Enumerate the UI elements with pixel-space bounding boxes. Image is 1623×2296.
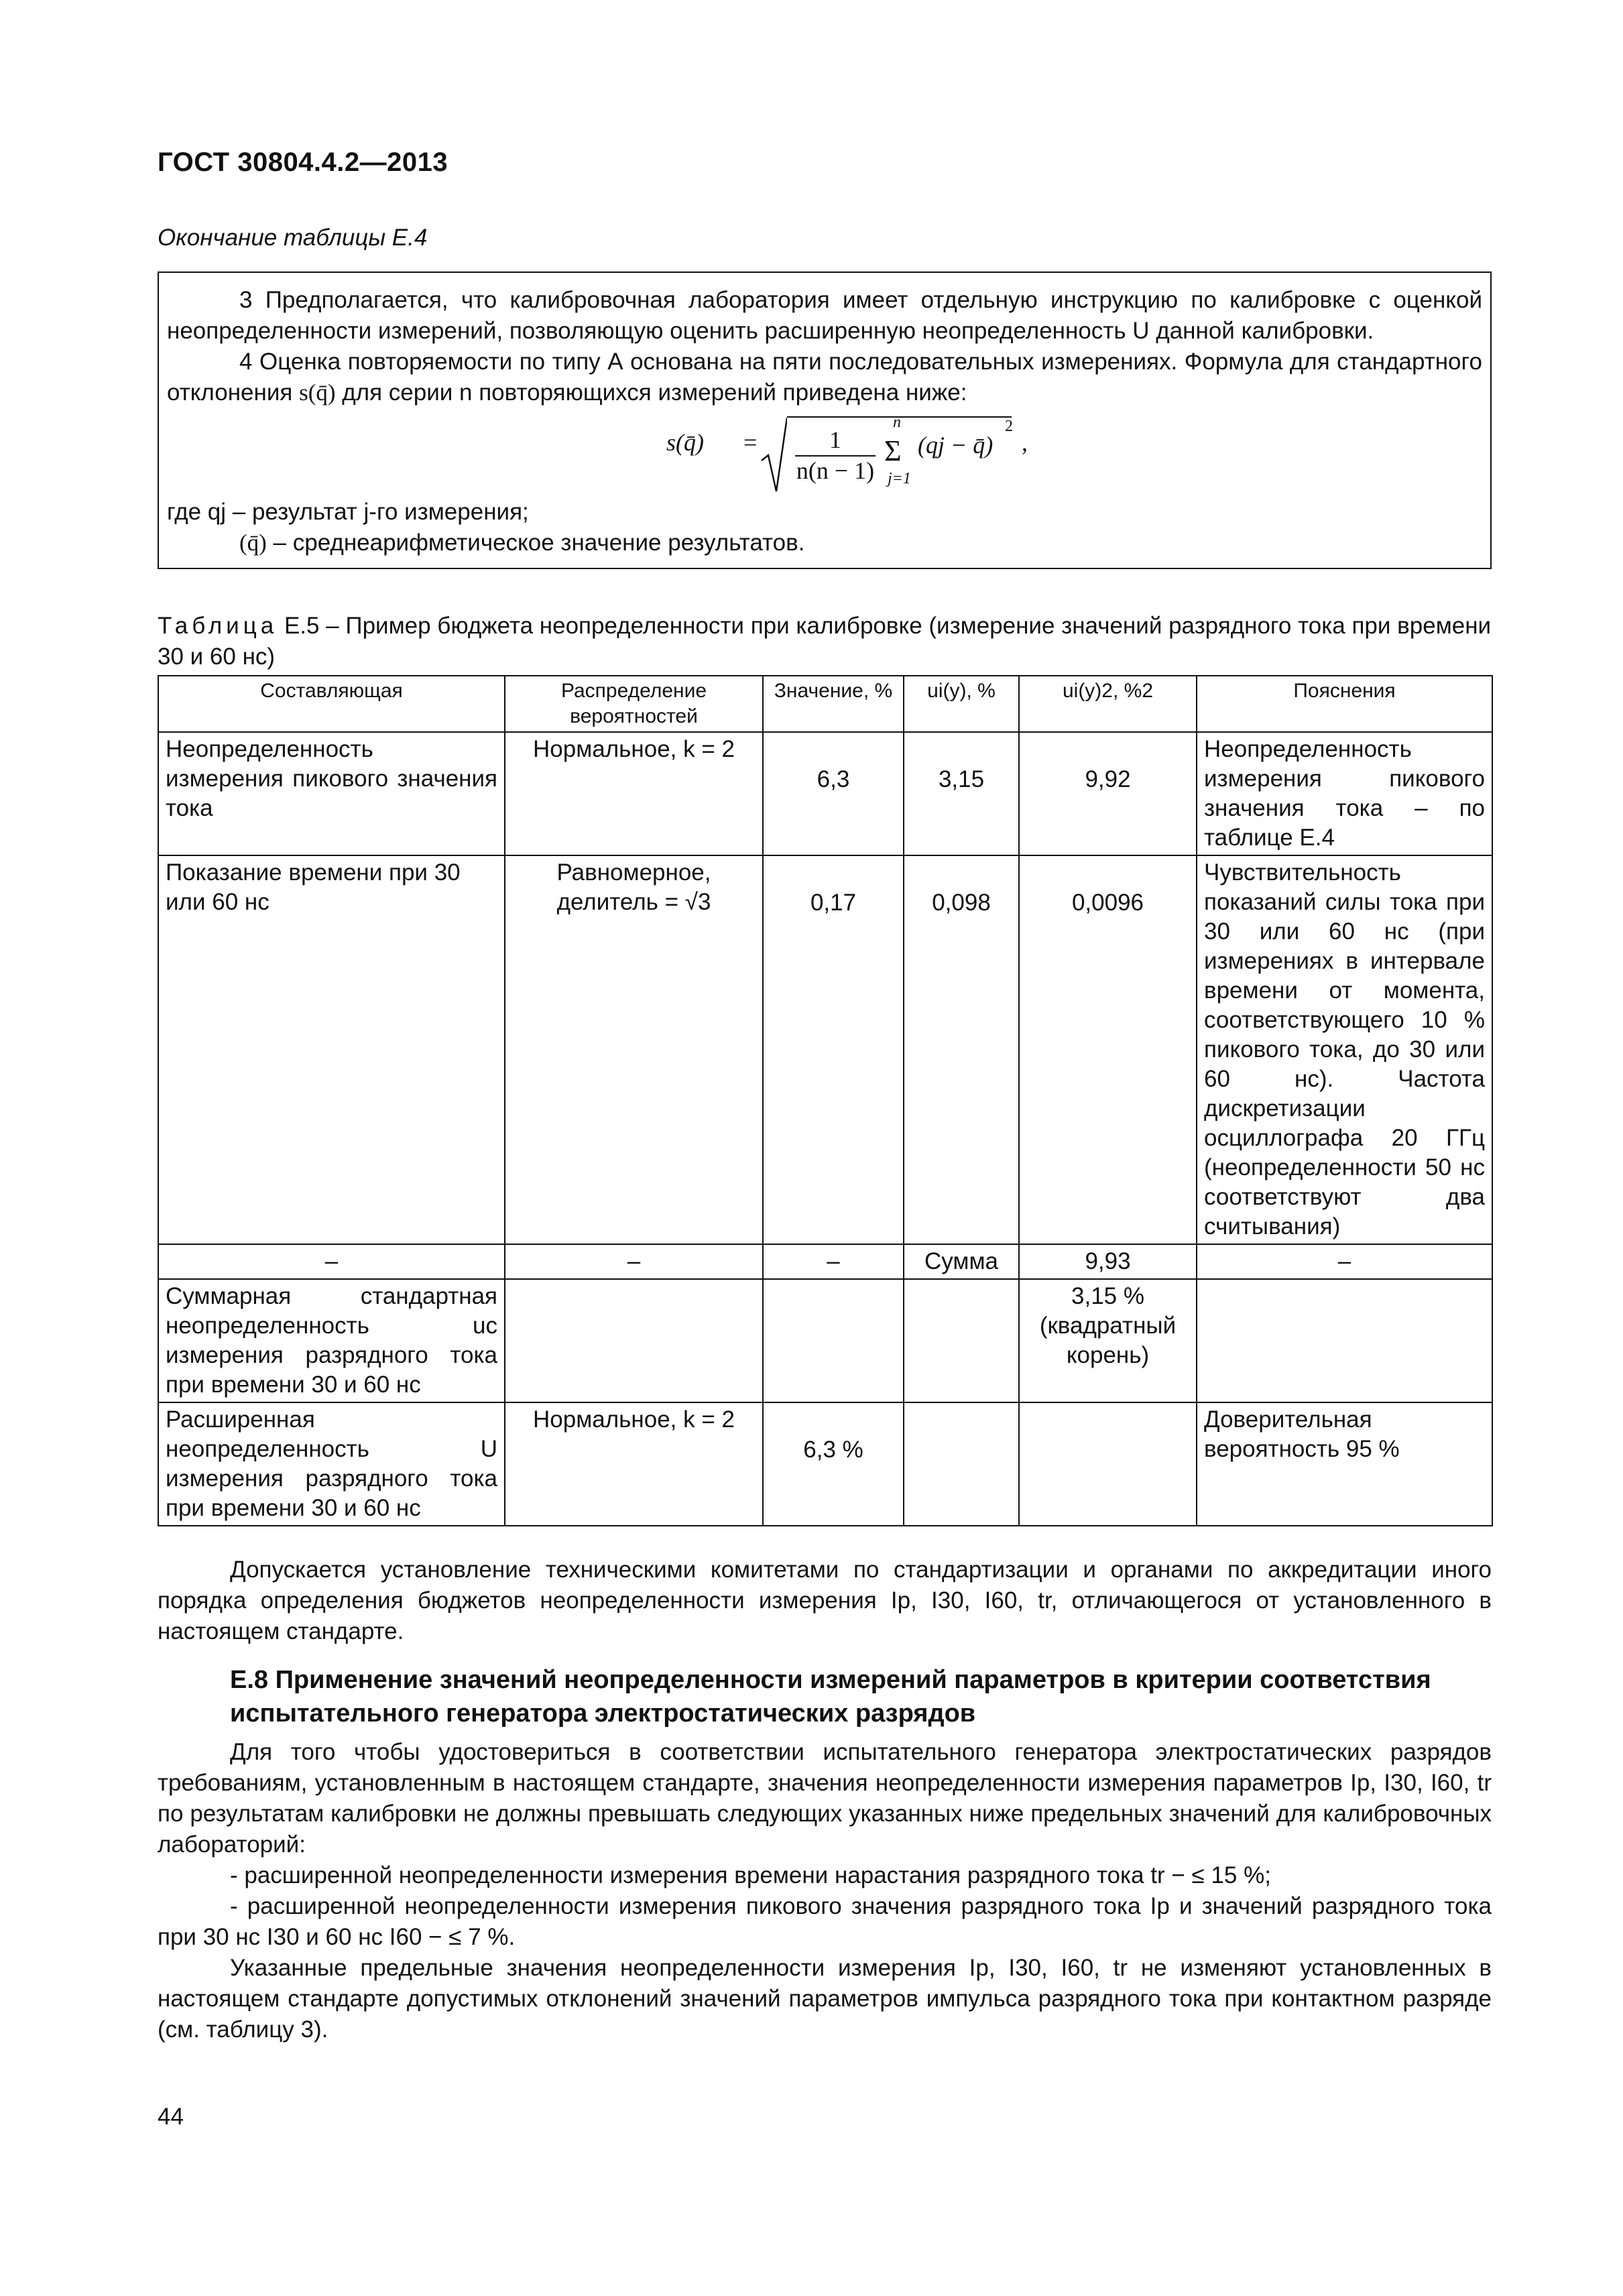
table-header-cell: Значение, % [763, 676, 904, 732]
table-header-cell: Пояснения [1197, 676, 1492, 732]
table-cell: – [763, 1244, 904, 1279]
table-header-cell: Составляющая [158, 676, 505, 732]
formula-lhs: s(q̄) [666, 429, 704, 456]
table-cell: – [1197, 1244, 1492, 1279]
formula-sum-lower: j=1 [888, 470, 911, 487]
table-cell: Сумма [904, 1244, 1019, 1279]
std-deviation-formula [167, 414, 1482, 494]
table-cell: 9,92 [1019, 732, 1197, 855]
table-cell: Равномерное, делитель = √3 [505, 855, 763, 1244]
table-row [158, 1244, 1492, 1279]
table-row [158, 855, 1492, 1244]
formula-fraction [795, 426, 876, 485]
document-page [158, 147, 1492, 2045]
formula-term: (qj − q̄) [918, 432, 994, 459]
section-bullet-1: - расширенной неопределенности измерения времени нарастания разрядного тока tr − ≤ 15 %; [230, 1862, 1271, 1888]
table-cell: Неопределенность измерения пикового значения тока [158, 732, 505, 855]
table-cell: 0,0096 [1019, 855, 1197, 1244]
page-number: 44 [158, 2104, 184, 2130]
table-cell [904, 1402, 1019, 1526]
table-cell: – [505, 1244, 763, 1279]
table-cell: Неопределенность измерения пикового значения тока – по таблице Е.4 [1197, 732, 1492, 855]
formula-equals: = [743, 429, 758, 456]
table-cell: Нормальное, k = 2 [505, 1402, 763, 1526]
formula-sum-upper: n [893, 414, 901, 431]
table-cell: 3,15 % (квадратный корень) [1019, 1279, 1197, 1402]
note-3: 3 Предполагается, что калибровочная лаборатория имеет отдельную инструкцию по калибровке с оценкой неопределенности измерений, позволяющую оценить расширенную неопределенность U данной калибровки. [167, 287, 1482, 344]
table-row [158, 1402, 1492, 1526]
table-caption-text: Е.5 – Пример бюджета неопределенности при калибровке (измерение значений разрядного тока при времени 30 и 60 нс) [158, 613, 1492, 670]
where-2-text: – среднеарифметическое значение результатов. [273, 530, 805, 556]
table-header-cell: ui(y), % [904, 676, 1019, 732]
formula-numerator: 1 [795, 426, 876, 457]
table-cell: Показание времени при 30 или 60 нс [158, 855, 505, 1244]
table-cell [904, 1279, 1019, 1402]
table-cell: 6,3 % [763, 1402, 904, 1526]
section-heading: Е.8 Применение значений неопределенности измерений параметров в критерии соответствия испытательного генератора электростатических разрядов [230, 1666, 1431, 1728]
notes-box [158, 271, 1492, 569]
table-cell: Нормальное, k = 2 [505, 732, 763, 855]
table-cell: 9,93 [1019, 1244, 1197, 1279]
table-row [158, 732, 1492, 855]
note-4-symbol: s(q̄) [299, 379, 336, 406]
table-cell: Суммарная стандартная неопределенность uc измерения разрядного тока при времени 30 и 60 нс [158, 1279, 505, 1402]
formula-comma: , [1022, 429, 1028, 456]
table-header-row [158, 676, 1492, 732]
note-4-text-b: для серии n повторяющихся измерений приведена ниже: [342, 379, 967, 406]
table-cell: Расширенная неопределенность U измерения разрядного тока при времени 30 и 60 нс [158, 1402, 505, 1526]
section-paragraph-1: Для того чтобы удостовериться в соответствии испытательного генератора электростатических разрядов требованиям, установленным в настоящем стандарте, значения неопределенности измерения параметров Ip, I30, I60, tr по результатам калибровки не должны превышать следующих указанных ниже предельных значений для калибровочных лабораторий: [158, 1739, 1492, 1858]
table-cell: Чувствительность показаний силы тока при 30 или 60 нс (при измерениях в интервале времени от момента, соответствующего 10 % пикового тока, до 30 или 60 нс). Частота дискретизации осциллографа 20 ГГц (неопределенности 50 нс соответствуют два считывания) [1197, 855, 1492, 1244]
section-paragraph-2: Указанные предельные значения неопределенности измерения Ip, I30, I60, tr не изменяют установленных в настоящем стандарте допустимых отклонений значений параметров импульса разрядного тока при контактном разряде (см. таблицу 3). [158, 1955, 1492, 2043]
table-header-cell: ui(y)2, %2 [1019, 676, 1197, 732]
square-root-icon [760, 414, 787, 494]
document-title: ГОСТ 30804.4.2—2013 [158, 147, 448, 177]
where-2-symbol: (q̄) [239, 530, 267, 556]
table-cell: – [158, 1244, 505, 1279]
note-4-text-a: 4 Оценка повторяемости по типу А основана на пяти последовательных измерениях. Формула для стандартного отклонения [167, 349, 1482, 406]
table-cell [1197, 1279, 1492, 1402]
table-cell: 0,17 [763, 855, 904, 1244]
table-cell [763, 1279, 904, 1402]
table-cell: 6,3 [763, 732, 904, 855]
formula-radicand [787, 416, 1012, 490]
uncertainty-budget-table [158, 675, 1493, 1526]
note-4 [167, 347, 1482, 408]
formula-power: 2 [1005, 418, 1013, 435]
after-table-paragraph: Допускается установление техническими комитетами по стандартизации и органами по аккредитации иного порядка определения бюджетов неопределенности измерения Ip, I30, I60, tr, отличающегося от установленного в настоящем стандарте. [158, 1557, 1492, 1644]
table-row [158, 1279, 1492, 1402]
table-caption-label: Таблица [158, 613, 278, 639]
table-cell: 0,098 [904, 855, 1019, 1244]
table-header-cell: Распределение вероятностей [505, 676, 763, 732]
table-caption [158, 611, 1492, 672]
formula-sum-sign: Σ [884, 434, 902, 467]
where-line-1: где qj – результат j-го измерения; [167, 499, 529, 525]
table-cell [1019, 1402, 1197, 1526]
table-cell [505, 1279, 763, 1402]
where-line-2 [167, 528, 1482, 558]
section-bullet-2: - расширенной неопределенности измерения пикового значения разрядного тока Ip и значений разрядного тока при 30 нс I30 и 60 нс I60 − ≤ 7 %. [158, 1893, 1492, 1950]
formula-denominator: n(n − 1) [796, 457, 875, 484]
table-cell: Доверительная вероятность 95 % [1197, 1402, 1492, 1526]
table-continuation-label: Окончание таблицы Е.4 [158, 225, 428, 251]
table-cell: 3,15 [904, 732, 1019, 855]
